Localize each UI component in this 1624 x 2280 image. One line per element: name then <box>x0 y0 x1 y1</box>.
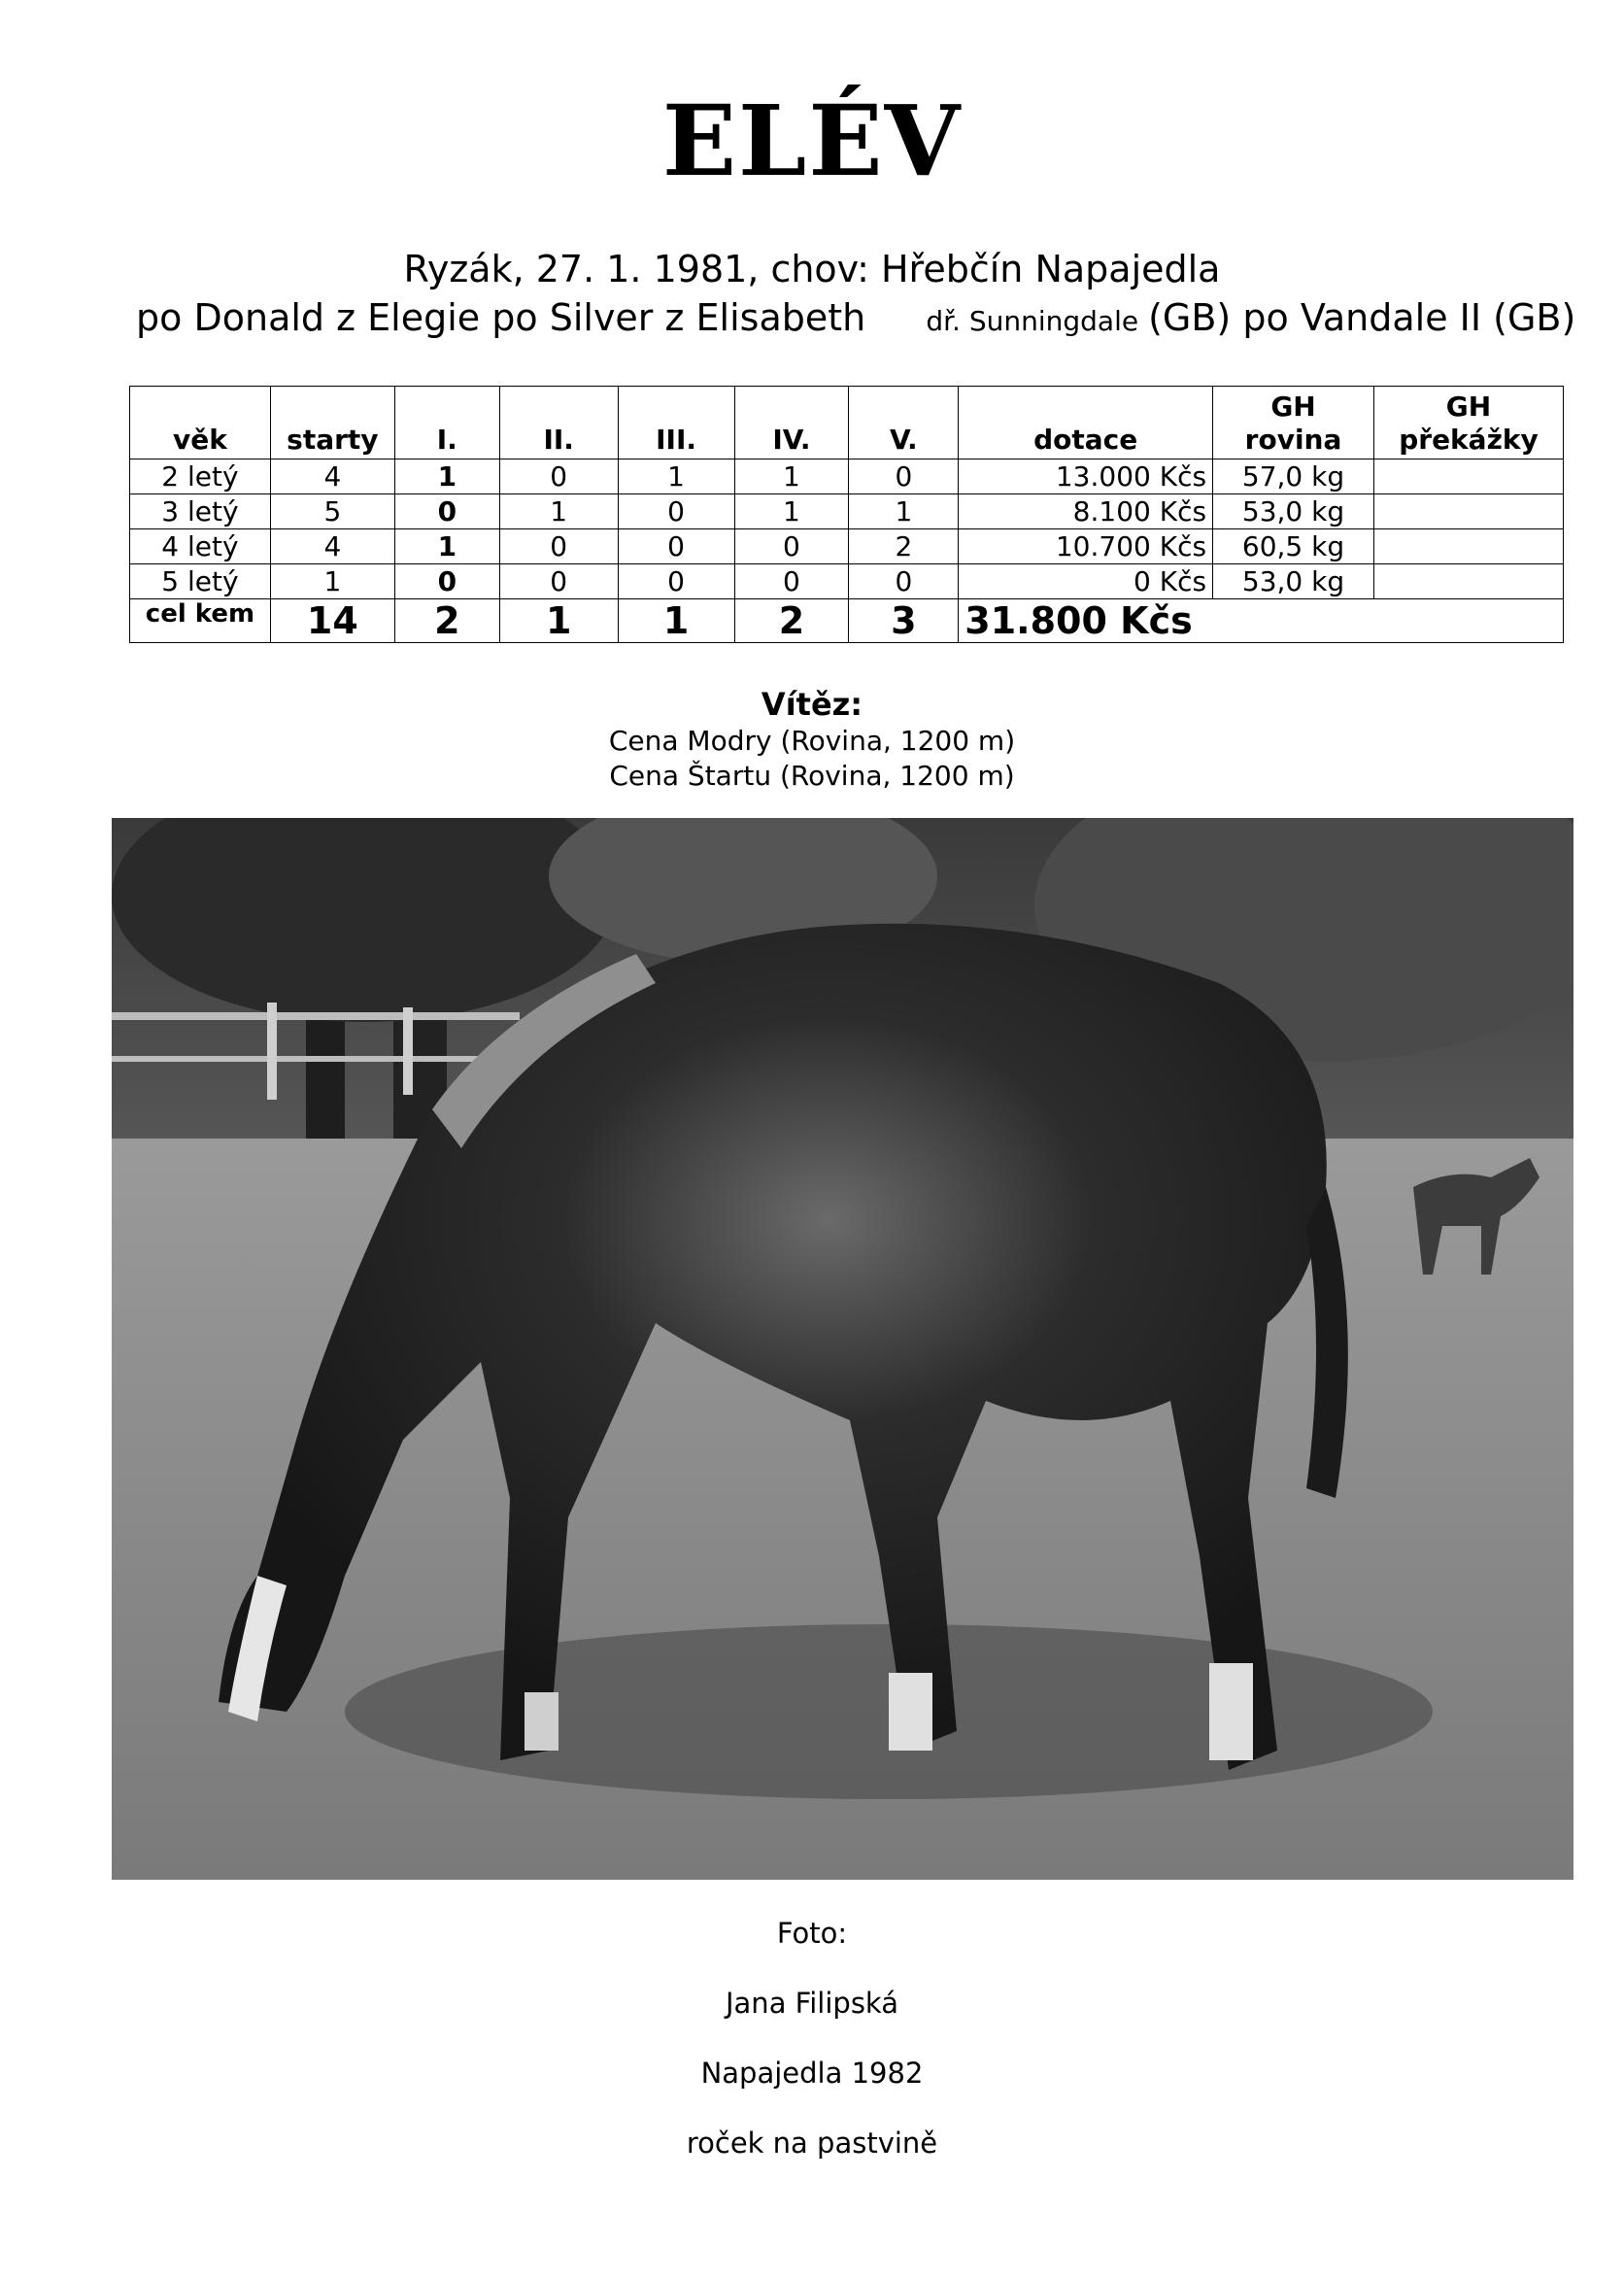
cell-second: 0 <box>499 564 618 599</box>
cell-third: 0 <box>618 529 734 564</box>
cell-gh-jump <box>1373 494 1563 529</box>
winner-section <box>0 685 1624 794</box>
header-gh-jump-top: GH <box>1445 391 1492 423</box>
cell-fifth: 0 <box>849 564 959 599</box>
winner-race: Cena Modry (Rovina, 1200 m) <box>608 725 1016 757</box>
table-row <box>130 459 1564 494</box>
cell-first: 1 <box>394 529 499 564</box>
total-label: cel kem <box>130 599 271 643</box>
caption-label: Foto: <box>776 1917 848 1950</box>
dam-sire-name: Silver z Elisabeth <box>549 296 866 339</box>
header-gh-flat-top: GH <box>1270 391 1316 423</box>
cell-prize: 13.000 Kčs <box>959 459 1213 494</box>
horse-info-line: Ryzák, 27. 1. 1981, chov: Hřebčín Napajedla <box>403 248 1221 290</box>
caption-place-year: Napajedla 1982 <box>700 2057 924 2090</box>
cell-fourth: 1 <box>734 494 849 529</box>
owner-country: (GB) <box>1148 296 1232 339</box>
cell-starts: 5 <box>270 494 394 529</box>
cell-age: 2 letý <box>130 459 271 494</box>
cell-prize: 8.100 Kčs <box>959 494 1213 529</box>
total-third: 1 <box>618 599 734 643</box>
owner-name: dř. Sunningdale <box>926 305 1139 337</box>
cell-gh-flat: 53,0 kg <box>1213 564 1374 599</box>
header-gh-flat-bottom: rovina <box>1244 424 1342 456</box>
cell-gh-flat: 57,0 kg <box>1213 459 1374 494</box>
race-results-table <box>129 386 1564 643</box>
cell-prize: 10.700 Kčs <box>959 529 1213 564</box>
cell-starts: 4 <box>270 459 394 494</box>
caption-author: Jana Filipská <box>725 1987 898 2020</box>
cell-first: 0 <box>394 564 499 599</box>
total-first: 2 <box>394 599 499 643</box>
header-starts: starty <box>270 387 394 459</box>
cell-first: 1 <box>394 459 499 494</box>
header-prize: dotace <box>959 387 1213 459</box>
cell-age: 5 letý <box>130 564 271 599</box>
cell-fifth: 1 <box>849 494 959 529</box>
cell-second: 1 <box>499 494 618 529</box>
cell-age: 3 letý <box>130 494 271 529</box>
table-total-row <box>130 599 1564 643</box>
header-first: I. <box>394 387 499 459</box>
page-title: ELÉV <box>661 84 963 198</box>
cell-gh-flat: 60,5 kg <box>1213 529 1374 564</box>
total-second: 1 <box>499 599 618 643</box>
cell-gh-jump <box>1373 529 1563 564</box>
owner-sire-name: Vandale II (GB) <box>1300 296 1576 339</box>
table-row <box>130 564 1564 599</box>
pedigree-line <box>136 296 1575 339</box>
cell-third: 0 <box>618 564 734 599</box>
cell-fourth: 0 <box>734 564 849 599</box>
table-header-row <box>130 387 1564 459</box>
dam-sire-prefix: po <box>491 296 538 339</box>
sire-name: Donald z Elegie <box>193 296 481 339</box>
header-fifth: V. <box>849 387 959 459</box>
cell-fourth: 1 <box>734 459 849 494</box>
total-fourth: 2 <box>734 599 849 643</box>
header-fourth: IV. <box>734 387 849 459</box>
horse-grazing-photo <box>112 818 1573 1880</box>
cell-second: 0 <box>499 459 618 494</box>
total-starts: 14 <box>270 599 394 643</box>
cell-fourth: 0 <box>734 529 849 564</box>
cell-gh-jump <box>1373 459 1563 494</box>
cell-age: 4 letý <box>130 529 271 564</box>
table-row <box>130 529 1564 564</box>
cell-gh-jump <box>1373 564 1563 599</box>
header-age: věk <box>130 387 271 459</box>
cell-fifth: 2 <box>849 529 959 564</box>
cell-third: 0 <box>618 494 734 529</box>
cell-prize: 0 Kčs <box>959 564 1213 599</box>
header-gh-jump-bottom: překážky <box>1399 424 1539 456</box>
owner-sire-prefix: po <box>1242 296 1289 339</box>
cell-first: 0 <box>394 494 499 529</box>
cell-starts: 1 <box>270 564 394 599</box>
cell-fifth: 0 <box>849 459 959 494</box>
photo-illustration <box>112 818 1573 1880</box>
table-row <box>130 494 1564 529</box>
photo-caption <box>0 1914 1624 2194</box>
cell-third: 1 <box>618 459 734 494</box>
caption-description: roček na pastvině <box>686 2127 938 2160</box>
header-third: III. <box>618 387 734 459</box>
header-gh-flat <box>1213 387 1374 459</box>
cell-gh-flat: 53,0 kg <box>1213 494 1374 529</box>
total-prize: 31.800 Kčs <box>959 599 1564 643</box>
header-second: II. <box>499 387 618 459</box>
sire-prefix: po <box>136 296 183 339</box>
cell-second: 0 <box>499 529 618 564</box>
winner-race: Cena Štartu (Rovina, 1200 m) <box>609 760 1015 792</box>
header-gh-jump <box>1373 387 1563 459</box>
total-fifth: 3 <box>849 599 959 643</box>
winner-heading: Vítěz: <box>761 686 863 723</box>
cell-starts: 4 <box>270 529 394 564</box>
